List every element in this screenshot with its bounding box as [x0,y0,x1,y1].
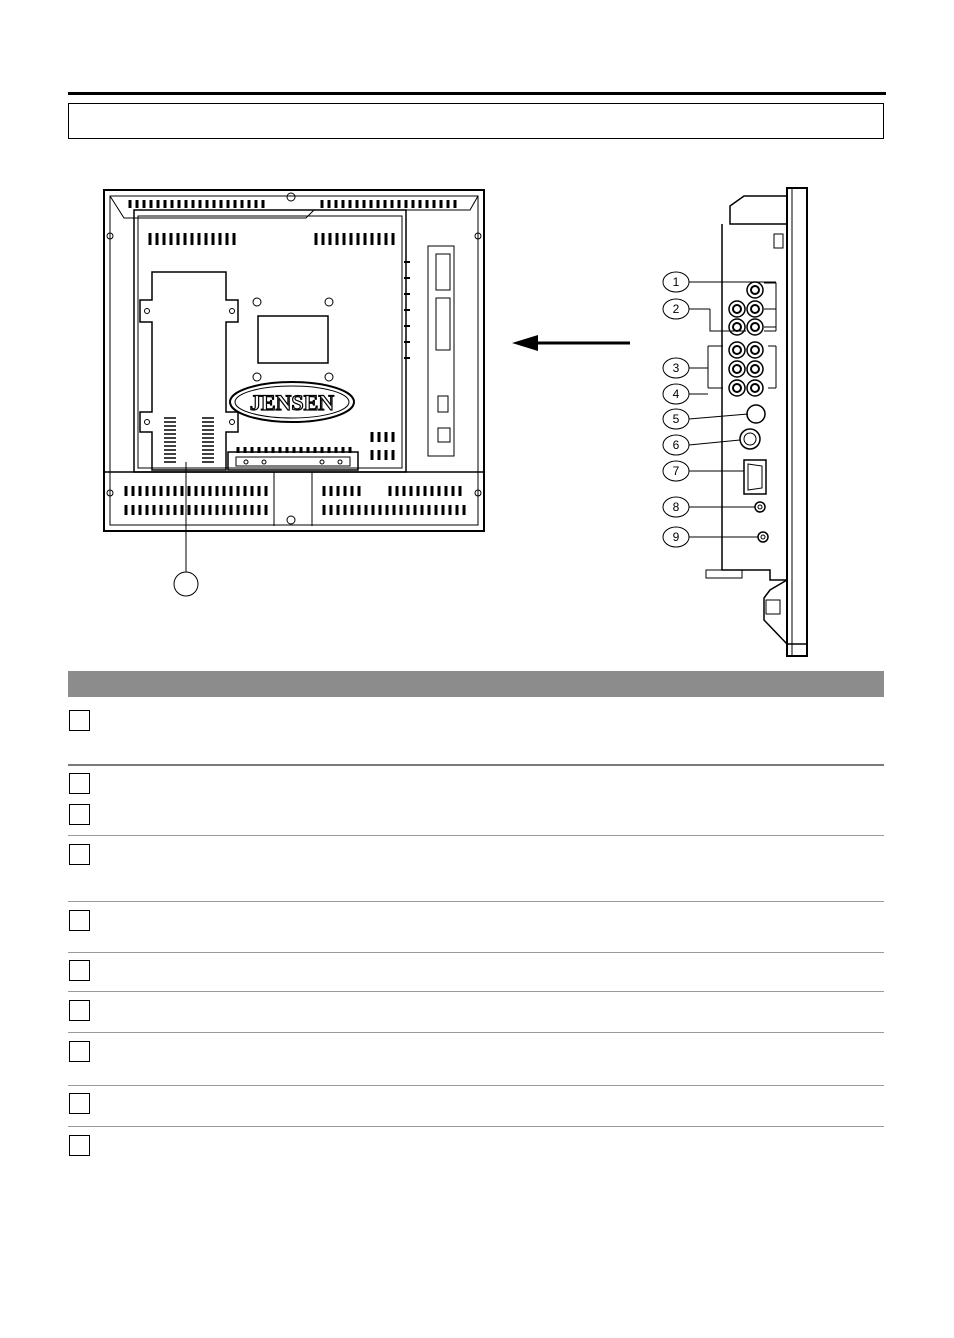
callout-7: 7 [672,464,680,478]
callout-3: 3 [672,361,680,375]
callout-4: 4 [672,387,680,401]
row-number-box [69,804,90,825]
table-row [68,1086,884,1127]
callout-2: 2 [672,302,680,316]
table-row [68,766,884,800]
jensen-logo-text: JENSEN [249,390,335,415]
rear-view [104,190,484,531]
row-number-box [69,844,90,865]
callout-6: 6 [672,438,680,452]
row-number-box [69,1135,90,1156]
row-number-box [69,1000,90,1021]
callout-9: 9 [672,530,680,544]
table-header [68,671,884,697]
side-view [706,188,807,656]
table-row [68,800,884,836]
table-row [68,1033,884,1086]
row-number-box [69,960,90,981]
table-row [68,953,884,992]
row-number-box [69,1041,90,1062]
callout-5: 5 [672,412,680,426]
table-row [68,992,884,1033]
callout-8: 8 [672,500,680,514]
rear-callout [174,572,198,596]
table-row [68,697,884,766]
callout-1: 1 [672,275,680,289]
table-row [68,836,884,902]
row-number-box [69,910,90,931]
row-number-box [69,1093,90,1114]
table-row [68,1127,884,1167]
row-number-box [69,710,90,731]
row-number-box [69,773,90,794]
table-row [68,902,884,953]
arrow-left-icon [512,335,630,351]
